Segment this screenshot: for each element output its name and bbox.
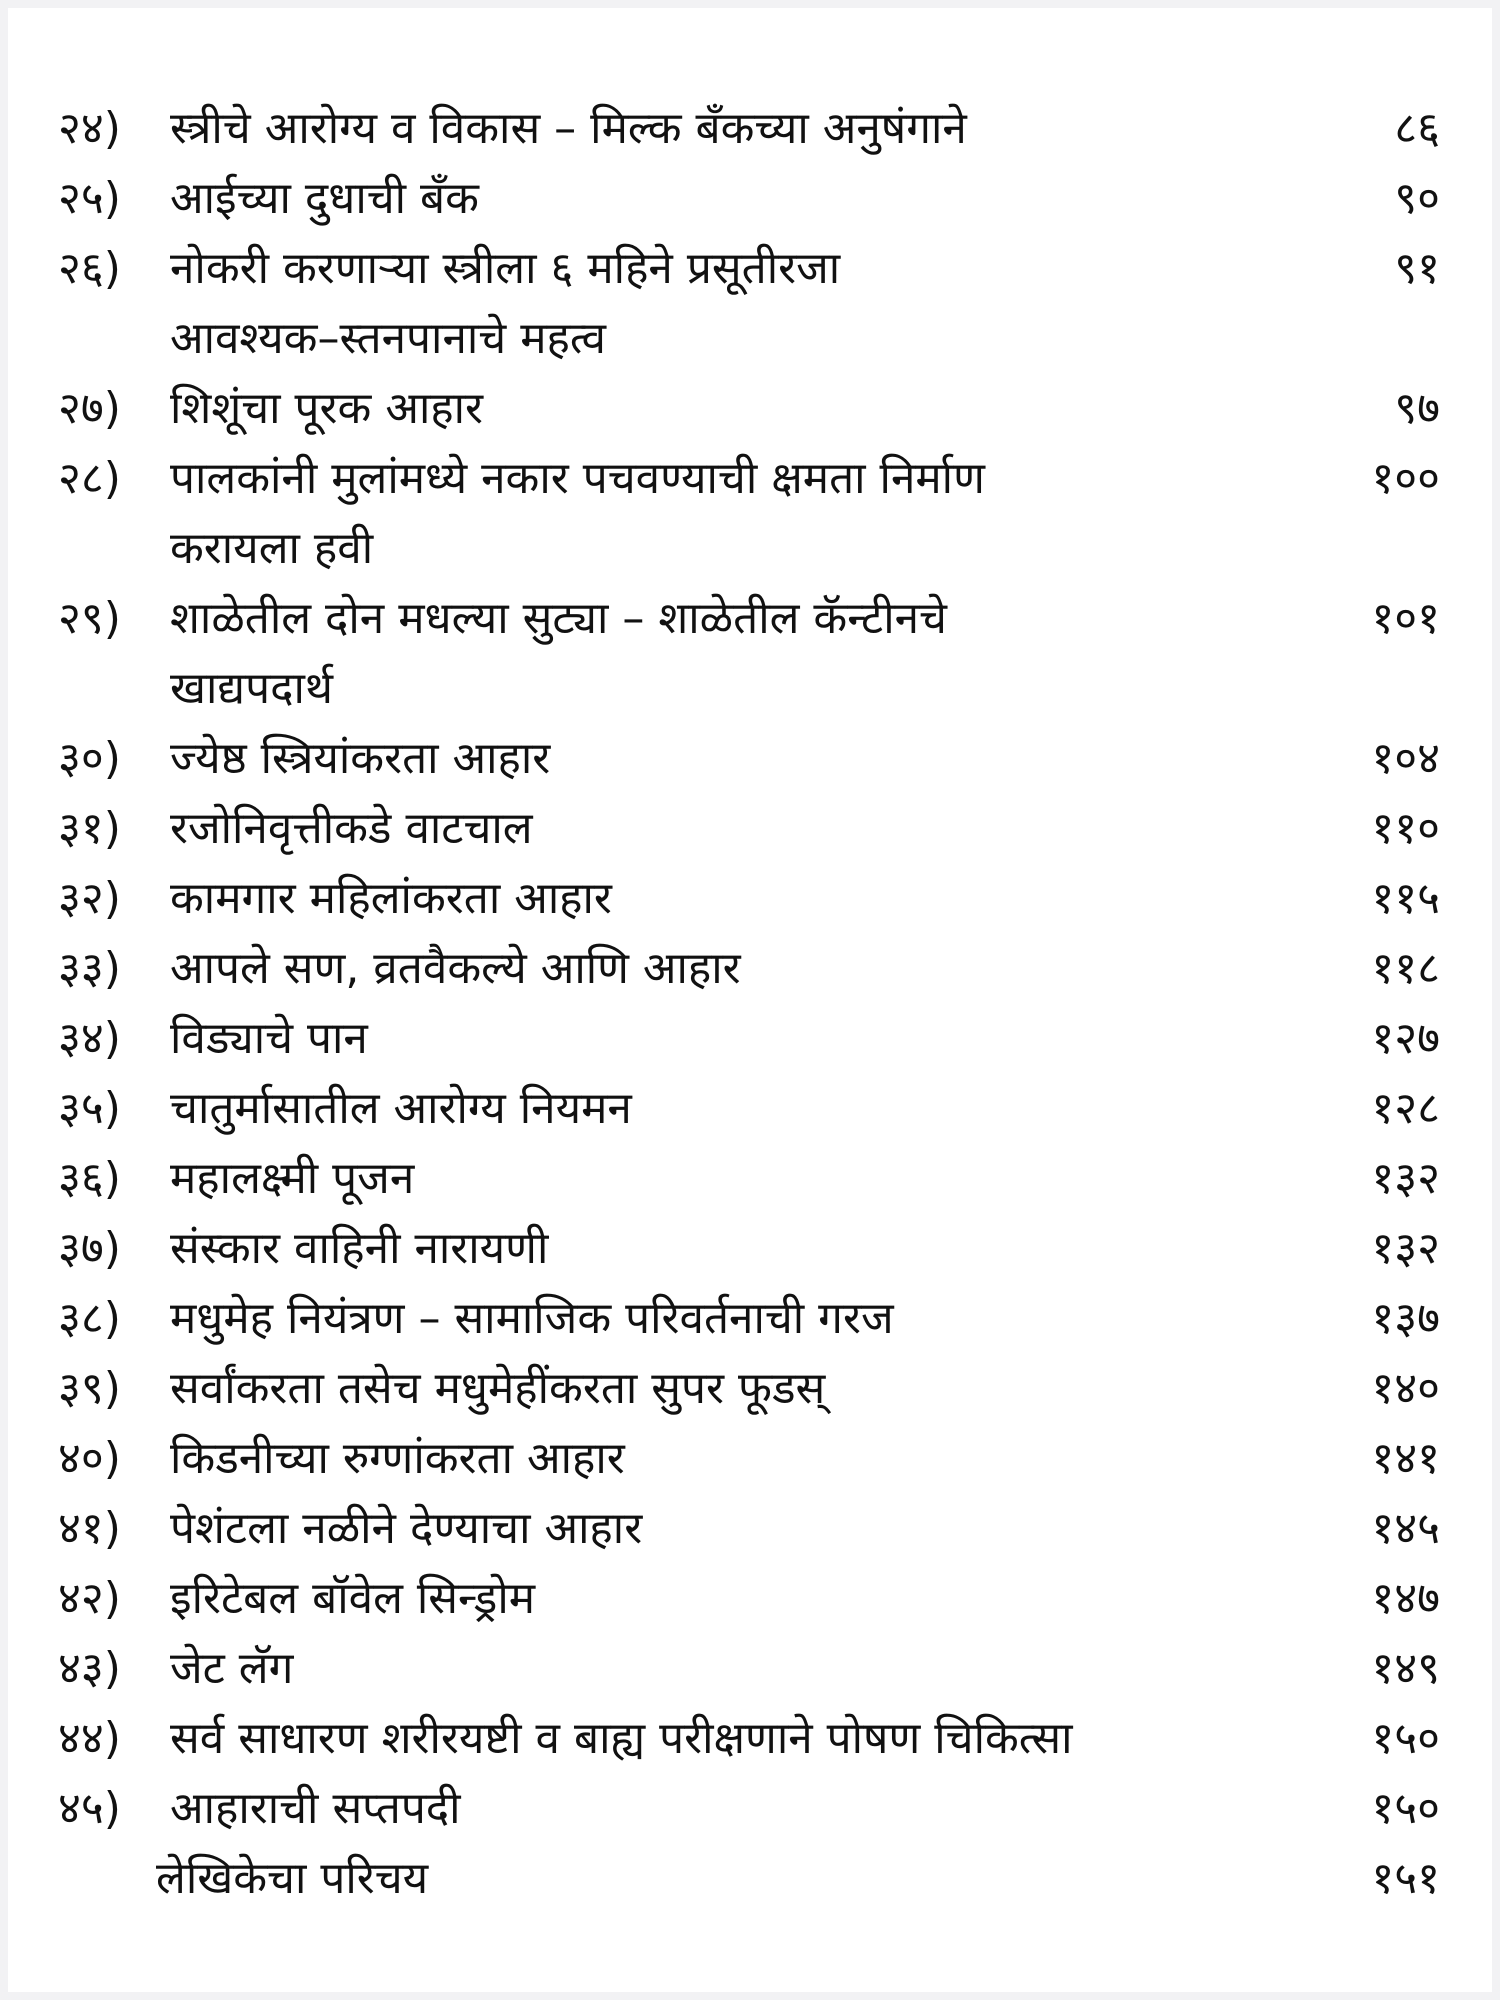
entry-page-number: १०४ bbox=[1371, 733, 1440, 784]
toc-entry bbox=[58, 94, 1458, 164]
entry-page-number: १४५ bbox=[1371, 1503, 1440, 1554]
entry-title: कामगार महिलांकरता आहार bbox=[170, 873, 612, 924]
entry-page-number: १४७ bbox=[1371, 1573, 1440, 1624]
entry-page-number: १४१ bbox=[1371, 1433, 1440, 1484]
toc-entry bbox=[58, 864, 1458, 934]
toc-entry bbox=[58, 1774, 1458, 1844]
entry-number: ३५) bbox=[58, 1083, 121, 1134]
entry-title: इरिटेबल बॉवेल सिन्ड्रोम bbox=[170, 1573, 536, 1624]
table-of-contents bbox=[58, 94, 1458, 1914]
toc-entry bbox=[58, 1004, 1458, 1074]
entry-page-number: ९७ bbox=[1394, 383, 1440, 434]
entry-title: संस्कार वाहिनी नारायणी bbox=[170, 1223, 549, 1274]
entry-page-number: ११८ bbox=[1371, 943, 1440, 994]
entry-number: ३९) bbox=[58, 1363, 121, 1414]
entry-page-number: ११५ bbox=[1371, 873, 1440, 924]
toc-entry bbox=[58, 1214, 1458, 1284]
entry-title: जेट लॅग bbox=[170, 1643, 294, 1694]
toc-entry bbox=[58, 1634, 1458, 1704]
toc-entry-author-intro bbox=[58, 1844, 1458, 1914]
entry-number: ३७) bbox=[58, 1223, 121, 1274]
entry-title: सर्व साधारण शरीरयष्टी व बाह्य परीक्षणाने पोषण चिकित्सा bbox=[170, 1713, 1073, 1764]
entry-title: आपले सण, व्रतवैकल्ये आणि आहार bbox=[170, 943, 741, 994]
entry-number: ४२) bbox=[58, 1573, 121, 1624]
entry-number: ४३) bbox=[58, 1643, 121, 1694]
entry-page-number: १५१ bbox=[1371, 1853, 1440, 1904]
entry-number: ४१) bbox=[58, 1503, 121, 1554]
toc-entry bbox=[58, 444, 1458, 584]
entry-title: नोकरी करणाऱ्या स्त्रीला ६ महिने प्रसूतीरजा आवश्यक–स्तनपानाचे महत्व bbox=[170, 243, 841, 364]
entry-number: २५) bbox=[58, 173, 121, 224]
entry-title: आहाराची सप्तपदी bbox=[170, 1783, 461, 1834]
entry-page-number: १५० bbox=[1371, 1783, 1440, 1834]
toc-entry bbox=[58, 1284, 1458, 1354]
entry-number: ३०) bbox=[58, 733, 121, 784]
entry-number: ३३) bbox=[58, 943, 121, 994]
entry-title: रजोनिवृत्तीकडे वाटचाल bbox=[170, 803, 533, 854]
entry-number: ४५) bbox=[58, 1783, 121, 1834]
entry-title: मधुमेह नियंत्रण – सामाजिक परिवर्तनाची गरज bbox=[170, 1293, 894, 1344]
entry-number: ३२) bbox=[58, 873, 121, 924]
book-page bbox=[8, 8, 1492, 1992]
entry-number: ३६) bbox=[58, 1153, 121, 1204]
entry-title: आईच्या दुधाची बँक bbox=[170, 173, 479, 224]
toc-entry bbox=[58, 164, 1458, 234]
entry-page-number: १२८ bbox=[1371, 1083, 1440, 1134]
entry-page-number: ९० bbox=[1394, 173, 1440, 224]
entry-title: स्त्रीचे आरोग्य व विकास – मिल्क बँकच्या अनुषंगाने bbox=[170, 103, 967, 154]
toc-entry bbox=[58, 934, 1458, 1004]
entry-number: २८) bbox=[58, 453, 121, 504]
entry-page-number: १४० bbox=[1371, 1363, 1440, 1414]
entry-page-number: १३२ bbox=[1371, 1223, 1440, 1274]
entry-number: ३१) bbox=[58, 803, 121, 854]
entry-page-number: ९१ bbox=[1394, 243, 1440, 294]
toc-entry bbox=[58, 1424, 1458, 1494]
entry-number: २६) bbox=[58, 243, 121, 294]
entry-number: २७) bbox=[58, 383, 121, 434]
entry-title: विड्याचे पान bbox=[170, 1013, 368, 1064]
entry-page-number: १२७ bbox=[1371, 1013, 1440, 1064]
entry-title: चातुर्मासातील आरोग्य नियमन bbox=[170, 1083, 632, 1134]
toc-entry bbox=[58, 724, 1458, 794]
entry-number: २४) bbox=[58, 103, 121, 154]
toc-entry bbox=[58, 374, 1458, 444]
toc-entry bbox=[58, 794, 1458, 864]
toc-entry bbox=[58, 1074, 1458, 1144]
entry-number: ३४) bbox=[58, 1013, 121, 1064]
entry-title: ज्येष्ठ स्त्रियांकरता आहार bbox=[170, 733, 551, 784]
toc-entry bbox=[58, 1144, 1458, 1214]
entry-number: ४०) bbox=[58, 1433, 121, 1484]
toc-entry bbox=[58, 584, 1458, 724]
entry-title: महालक्ष्मी पूजन bbox=[170, 1153, 415, 1204]
entry-title: पेशंटला नळीने देण्याचा आहार bbox=[170, 1503, 643, 1554]
entry-page-number: १०१ bbox=[1371, 593, 1440, 644]
entry-title: किडनीच्या रुग्णांकरता आहार bbox=[170, 1433, 625, 1484]
entry-title: सर्वांकरता तसेच मधुमेहींकरता सुपर फूडस् bbox=[170, 1363, 826, 1414]
entry-page-number: ८६ bbox=[1394, 103, 1440, 154]
toc-entry bbox=[58, 234, 1458, 374]
entry-page-number: १०० bbox=[1371, 453, 1440, 504]
toc-entry bbox=[58, 1494, 1458, 1564]
entry-number: २९) bbox=[58, 593, 121, 644]
entry-number: ४४) bbox=[58, 1713, 121, 1764]
entry-title: पालकांनी मुलांमध्ये नकार पचवण्याची क्षमता निर्माण करायला हवी bbox=[170, 453, 985, 574]
toc-entry bbox=[58, 1354, 1458, 1424]
entry-number: ३८) bbox=[58, 1293, 121, 1344]
toc-entry bbox=[58, 1564, 1458, 1634]
entry-page-number: १३७ bbox=[1371, 1293, 1440, 1344]
entry-title: शाळेतील दोन मधल्या सुट्या – शाळेतील कॅन्टीनचे खाद्यपदार्थ bbox=[170, 593, 947, 714]
entry-title: लेखिकेचा परिचय bbox=[156, 1853, 429, 1904]
toc-entry bbox=[58, 1704, 1458, 1774]
entry-page-number: १५० bbox=[1371, 1713, 1440, 1764]
entry-title: शिशूंचा पूरक आहार bbox=[170, 383, 484, 434]
entry-page-number: १३२ bbox=[1371, 1153, 1440, 1204]
entry-page-number: १४९ bbox=[1371, 1643, 1440, 1694]
entry-page-number: ११० bbox=[1371, 803, 1440, 854]
